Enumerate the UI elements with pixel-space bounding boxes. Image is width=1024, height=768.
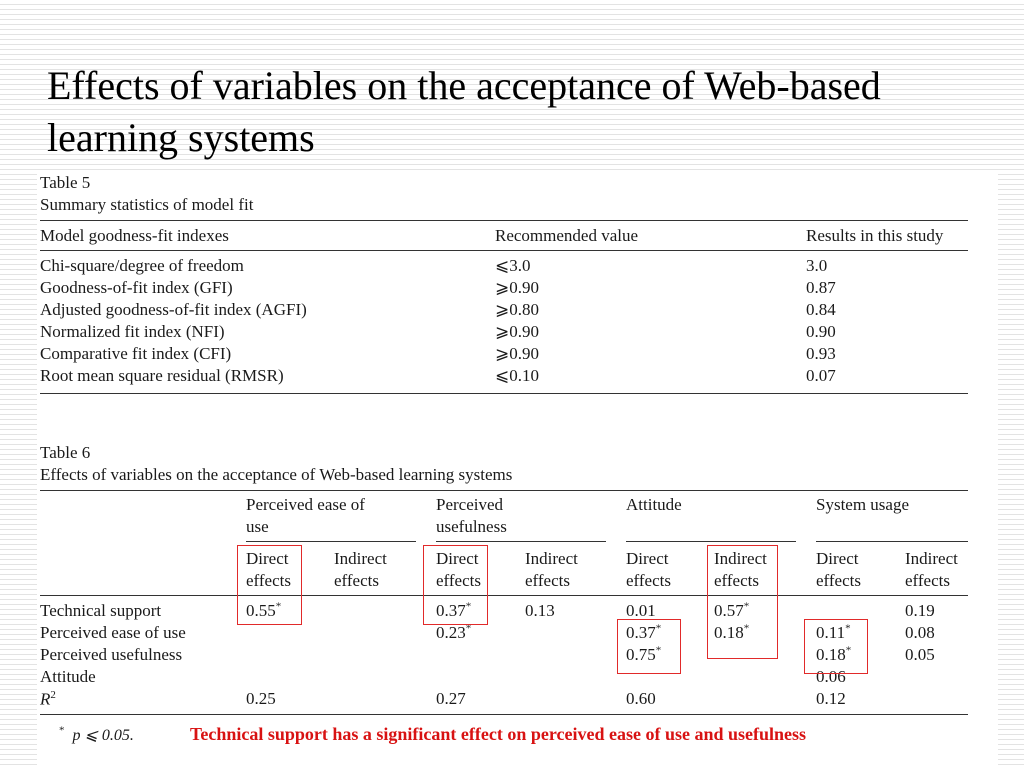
group-header-line2: usefulness — [436, 517, 507, 536]
table6-cell: 0.08 — [905, 623, 935, 642]
table6-caption: Effects of variables on the acceptance of Web-based learning systems — [40, 465, 513, 484]
subheader-direct: effects — [436, 571, 481, 590]
group-rule — [626, 541, 796, 542]
table5-row-recommended: ⩽3.0 — [495, 256, 531, 275]
subheader-direct: Direct — [436, 549, 479, 568]
table5-row-label: Goodness-of-fit index (GFI) — [40, 278, 233, 297]
subheader-direct: effects — [246, 571, 291, 590]
table5-row-label: Comparative fit index (CFI) — [40, 344, 232, 363]
table5-row-result: 0.87 — [806, 278, 836, 297]
subheader-indirect: effects — [525, 571, 570, 590]
subheader-indirect: effects — [714, 571, 759, 590]
subheader-indirect: Indirect — [334, 549, 387, 568]
table5-row-recommended: ⩾0.90 — [495, 344, 539, 363]
significance-asterisk: * — [845, 622, 851, 635]
significance-asterisk: * — [655, 644, 662, 657]
slide-title: Effects of variables on the acceptance of Web-based learning systems — [47, 63, 881, 160]
r-exponent: 2 — [50, 689, 56, 701]
table6-cell: 0.05 — [905, 645, 935, 664]
significance-asterisk: * — [465, 622, 472, 635]
table5-row-result: 0.84 — [806, 300, 836, 319]
group-header-line1: Perceived — [436, 495, 504, 514]
significance-asterisk: * — [743, 600, 750, 613]
subheader-direct: Direct — [626, 549, 669, 568]
table5-header-recommended: Recommended value — [495, 226, 639, 245]
group-header-line2: use — [246, 517, 269, 536]
table5-header-rule — [40, 250, 968, 251]
table6-cell: 0.57* — [714, 600, 750, 620]
subheader-indirect: Indirect — [905, 549, 958, 568]
table6-cell: 0.25 — [246, 689, 276, 708]
table5-top-rule — [40, 220, 968, 221]
table5-row-label: Adjusted goodness-of-fit index (AGFI) — [40, 300, 307, 319]
table6-cell: 0.27 — [436, 689, 466, 708]
table6-bottom-rule — [40, 714, 968, 715]
highlight-box — [707, 545, 778, 659]
highlight-box — [423, 545, 488, 625]
row-label-r-squared — [40, 689, 56, 710]
highlight-box — [237, 545, 302, 625]
subheader-direct: Direct — [816, 549, 859, 568]
group-rule — [816, 541, 968, 542]
table6-cell: 0.37* — [626, 622, 662, 642]
table5-row-label: Normalized fit index (NFI) — [40, 322, 225, 341]
table6-cell: 0.75* — [626, 644, 662, 664]
table5-row-recommended: ⩾0.90 — [495, 322, 539, 341]
table5-row-label: Chi-square/degree of freedom — [40, 256, 244, 275]
table5-row-result: 0.93 — [806, 344, 836, 363]
table6-header-rule — [40, 595, 968, 596]
subheader-indirect: Indirect — [525, 549, 578, 568]
highlight-box — [804, 619, 868, 674]
table6-cell: 0.19 — [905, 601, 935, 620]
table5-row-recommended: ⩽0.10 — [495, 366, 539, 385]
table6-cell: 0.13 — [525, 601, 555, 620]
subheader-indirect: effects — [334, 571, 379, 590]
row-label-perceived-ease-of-use: Perceived ease of use — [40, 623, 186, 642]
highlight-box — [617, 619, 681, 674]
table5-header-result: Results in this study — [806, 226, 944, 245]
group-header-line1: Attitude — [626, 495, 682, 514]
table5-label: Table 5 — [40, 173, 91, 192]
table5-row-result: 3.0 — [806, 256, 828, 275]
table5-bottom-rule — [40, 393, 968, 394]
table6-cell: 0.60 — [626, 689, 656, 708]
significance-asterisk: * — [275, 600, 282, 613]
footnote-asterisk: * — [59, 724, 65, 737]
table5-row-recommended: ⩾0.80 — [495, 300, 539, 319]
table6-cell: 0.23* — [436, 622, 472, 642]
table5-row-result: 0.90 — [806, 322, 836, 341]
table6-label: Table 6 — [40, 443, 91, 462]
subheader-indirect: effects — [905, 571, 950, 590]
subheader-direct: effects — [816, 571, 861, 590]
table6-cell: 0.37* — [436, 600, 472, 620]
table6-cell: 0.18* — [714, 622, 750, 642]
significance-asterisk: * — [743, 622, 750, 635]
table6-cell: 0.11* — [816, 622, 851, 642]
significance-asterisk: * — [655, 622, 662, 635]
table5-row-result: 0.07 — [806, 366, 836, 385]
table6-cell: 0.01 — [626, 601, 656, 620]
row-label-perceived-usefulness: Perceived usefulness — [40, 645, 183, 664]
table6-top-rule — [40, 490, 968, 491]
row-label-technical-support: Technical support — [40, 601, 162, 620]
annotation-text: Technical support has a significant effect on perceived ease of use and usefulness — [190, 724, 807, 744]
table5-row-label: Root mean square residual (RMSR) — [40, 366, 284, 385]
table-panel — [37, 170, 998, 768]
table6-cell: 0.06 — [816, 667, 846, 686]
subheader-direct: Direct — [246, 549, 289, 568]
table6-footnote — [59, 725, 134, 745]
significance-asterisk: * — [465, 600, 472, 613]
table5-row-recommended: ⩾0.90 — [495, 278, 539, 297]
table6-cell: 0.12 — [816, 689, 846, 708]
subheader-indirect: Indirect — [714, 549, 767, 568]
group-rule — [246, 541, 416, 542]
table5-header-index: Model goodness-fit indexes — [40, 226, 229, 245]
group-header-line1: Perceived ease of — [246, 495, 365, 514]
row-label-attitude: Attitude — [40, 667, 96, 686]
significance-asterisk: * — [845, 644, 852, 657]
subheader-direct: effects — [626, 571, 671, 590]
table6-cell: 0.18* — [816, 644, 852, 664]
r-symbol: R — [40, 689, 51, 709]
table6-cell: 0.55* — [246, 600, 282, 620]
group-header-line1: System usage — [816, 495, 910, 514]
group-rule — [436, 541, 606, 542]
table5-caption: Summary statistics of model fit — [40, 195, 254, 214]
footnote-text: p ⩽ 0.05. — [72, 727, 134, 744]
